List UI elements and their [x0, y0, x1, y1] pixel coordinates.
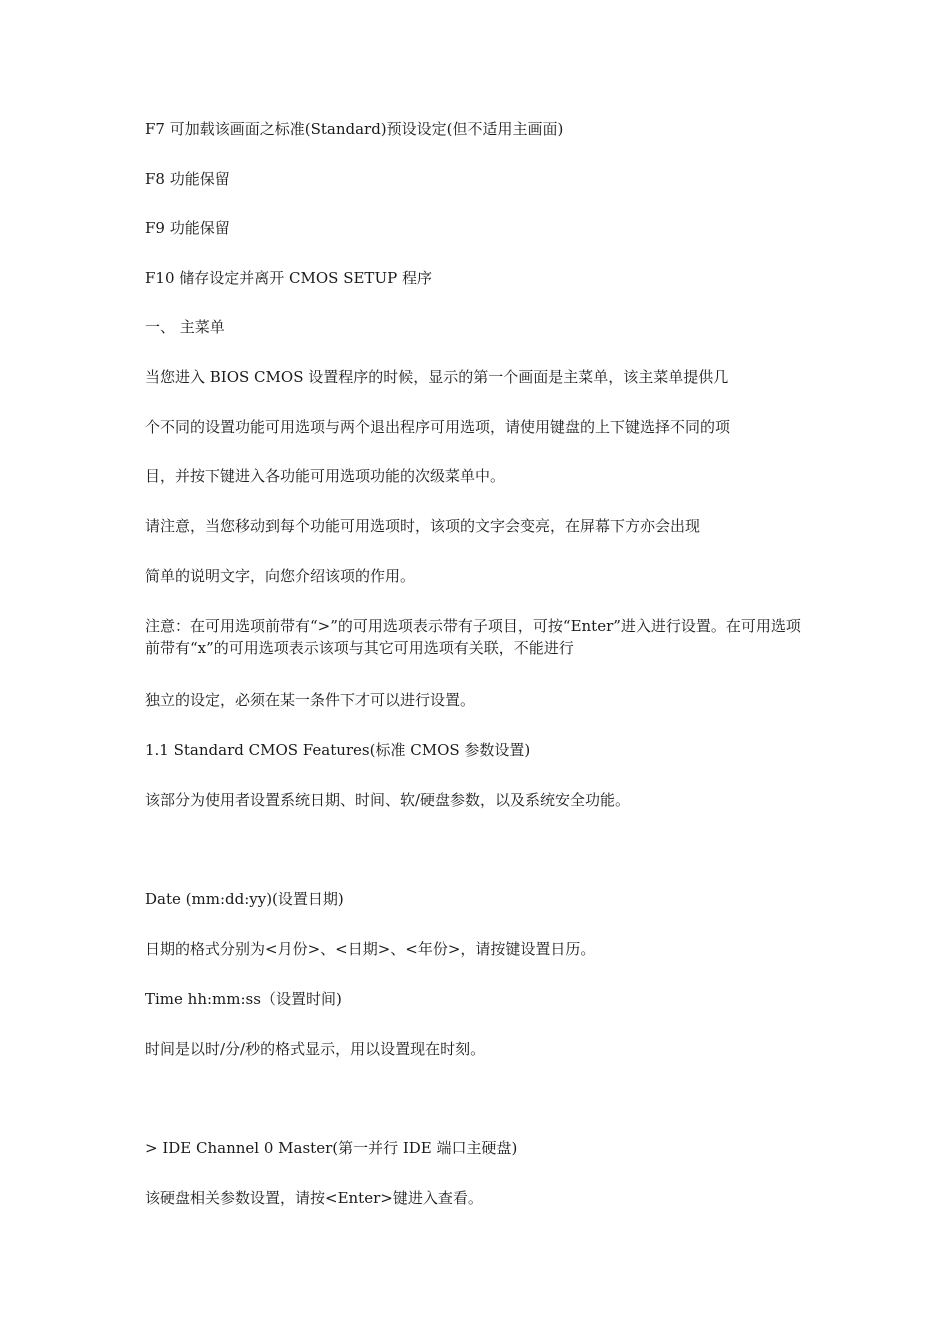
f7-key-description: F7 可加载该画面之标准(Standard)预设设定(但不适用主画面) [145, 120, 564, 138]
paragraph-line: 请注意，当您移动到每个功能可用选项时，该项的文字会变亮，在屏幕下方亦会出现 [145, 517, 701, 535]
f9-key-description: F9 功能保留 [145, 219, 230, 237]
item-heading-time: Time hh:mm:ss（设置时间) [145, 990, 342, 1008]
item-heading-date: Date (mm:dd:yy)(设置日期) [145, 890, 344, 908]
note-paragraph: 注意：在可用选项前带有“>”的可用选项表示带有子项目，可按“Enter”进入进行设置。在可用选项前带有“x”的可用选项表示该项与其它可用选项有关联，不能进行 [145, 617, 801, 657]
f8-key-description: F8 功能保留 [145, 170, 230, 188]
item-heading-ide-channel-0-master: > IDE Channel 0 Master(第一并行 IDE 端口主硬盘) [145, 1139, 518, 1157]
paragraph-line: 简单的说明文字，向您介绍该项的作用。 [145, 567, 416, 585]
paragraph-line: 该部分为使用者设置系统日期、时间、软/硬盘参数，以及系统安全功能。 [145, 791, 631, 809]
paragraph-line: 日期的格式分别为<月份>、<日期>、<年份>，请按键设置日历。 [145, 940, 596, 958]
section-heading-standard-cmos: 1.1 Standard CMOS Features(标准 CMOS 参数设置) [145, 741, 531, 759]
paragraph-line: 个不同的设置功能可用选项与两个退出程序可用选项，请使用键盘的上下键选择不同的项 [145, 418, 731, 436]
paragraph-line: 目，并按下键进入各功能可用选项功能的次级菜单中。 [145, 467, 506, 485]
paragraph-line: 时间是以时/分/秒的格式显示，用以设置现在时刻。 [145, 1040, 486, 1058]
paragraph-line: 该硬盘相关参数设置，请按<Enter>键进入查看。 [145, 1189, 483, 1207]
f10-key-description: F10 储存设定并离开 CMOS SETUP 程序 [145, 269, 432, 287]
paragraph-line: 当您进入 BIOS CMOS 设置程序的时候，显示的第一个画面是主菜单，该主菜单提供几 [145, 368, 729, 386]
paragraph-line: 独立的设定，必须在某一条件下才可以进行设置。 [145, 691, 476, 709]
section-heading-main-menu: 一、 主菜单 [145, 318, 225, 336]
